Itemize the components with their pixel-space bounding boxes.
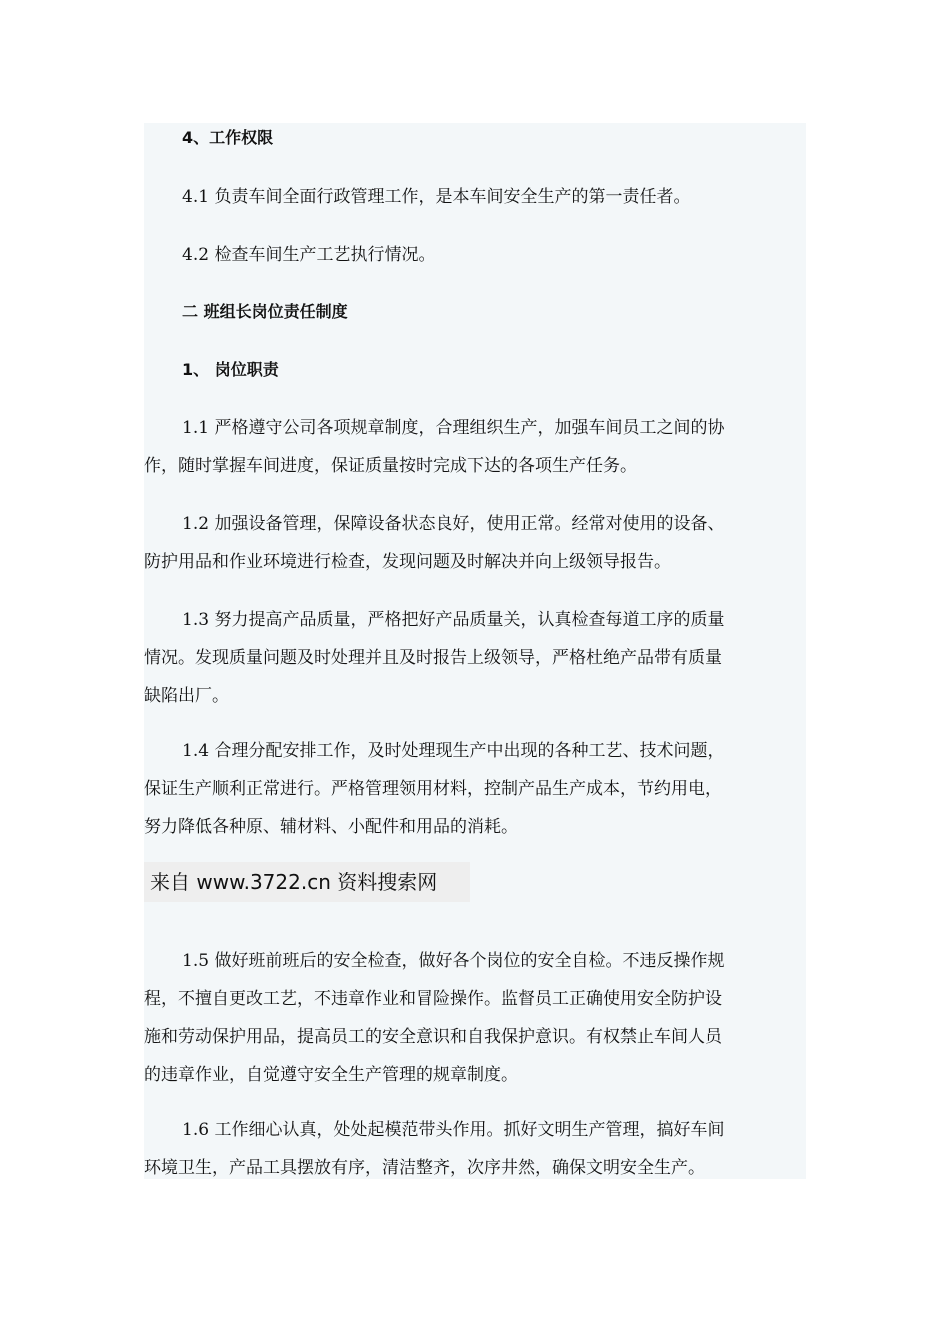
paragraph-1-6: 1.6 工作细心认真，处处起模范带头作用。抓好文明生产管理，搞好车间 环境卫生，产品工具摆放有序，清洁整齐，次序井然，确保文明安全生产。 (144, 1120, 725, 1178)
document-body (144, 123, 806, 1179)
section-heading-work-authority: 4、工作权限 (182, 128, 274, 147)
paragraph-4-1: 4.1 负责车间全面行政管理工作，是本车间安全生产的第一责任者。 (182, 187, 691, 207)
section-heading-team-leader: 二 班组长岗位责任制度 (182, 302, 348, 321)
subsection-heading-duties: 1、 岗位职责 (182, 360, 279, 379)
paragraph-1-2: 1.2 加强设备管理，保障设备状态良好，使用正常。经常对使用的设备、 防护用品和作业环境进行检查，发现问题及时解决并向上级领导报告。 (144, 514, 725, 572)
source-watermark-banner (144, 862, 470, 902)
watermark-text: 来自 www.3722.cn 资料搜索网 (150, 870, 438, 894)
paragraph-4-2: 4.2 检查车间生产工艺执行情况。 (182, 245, 436, 265)
paragraph-1-3: 1.3 努力提高产品质量，严格把好产品质量关，认真检查每道工序的质量 情况。发现质量问题及时处理并且及时报告上级领导，严格杜绝产品带有质量 缺陷出厂。 (144, 610, 725, 706)
paragraph-1-5: 1.5 做好班前班后的安全检查，做好各个岗位的安全自检。不违反操作规 程，不擅自更改工艺，不违章作业和冒险操作。监督员工正确使用安全防护设 施和劳动保护用品，提高员工的安全意识和自我保护意识。有权禁止车间人员 的违章作业，自觉遵守安全生产管理的规章制度。 (144, 951, 725, 1085)
paragraph-1-1: 1.1 严格遵守公司各项规章制度，合理组织生产，加强车间员工之间的协 作，随时掌握车间进度，保证质量按时完成下达的各项生产任务。 (144, 418, 725, 476)
paragraph-1-4: 1.4 合理分配安排工作，及时处理现生产中出现的各种工艺、技术问题， 保证生产顺利正常进行。严格管理领用材料，控制产品生产成本，节约用电， 努力降低各种原、辅材料、小配件和用品的消耗。 (144, 741, 725, 837)
